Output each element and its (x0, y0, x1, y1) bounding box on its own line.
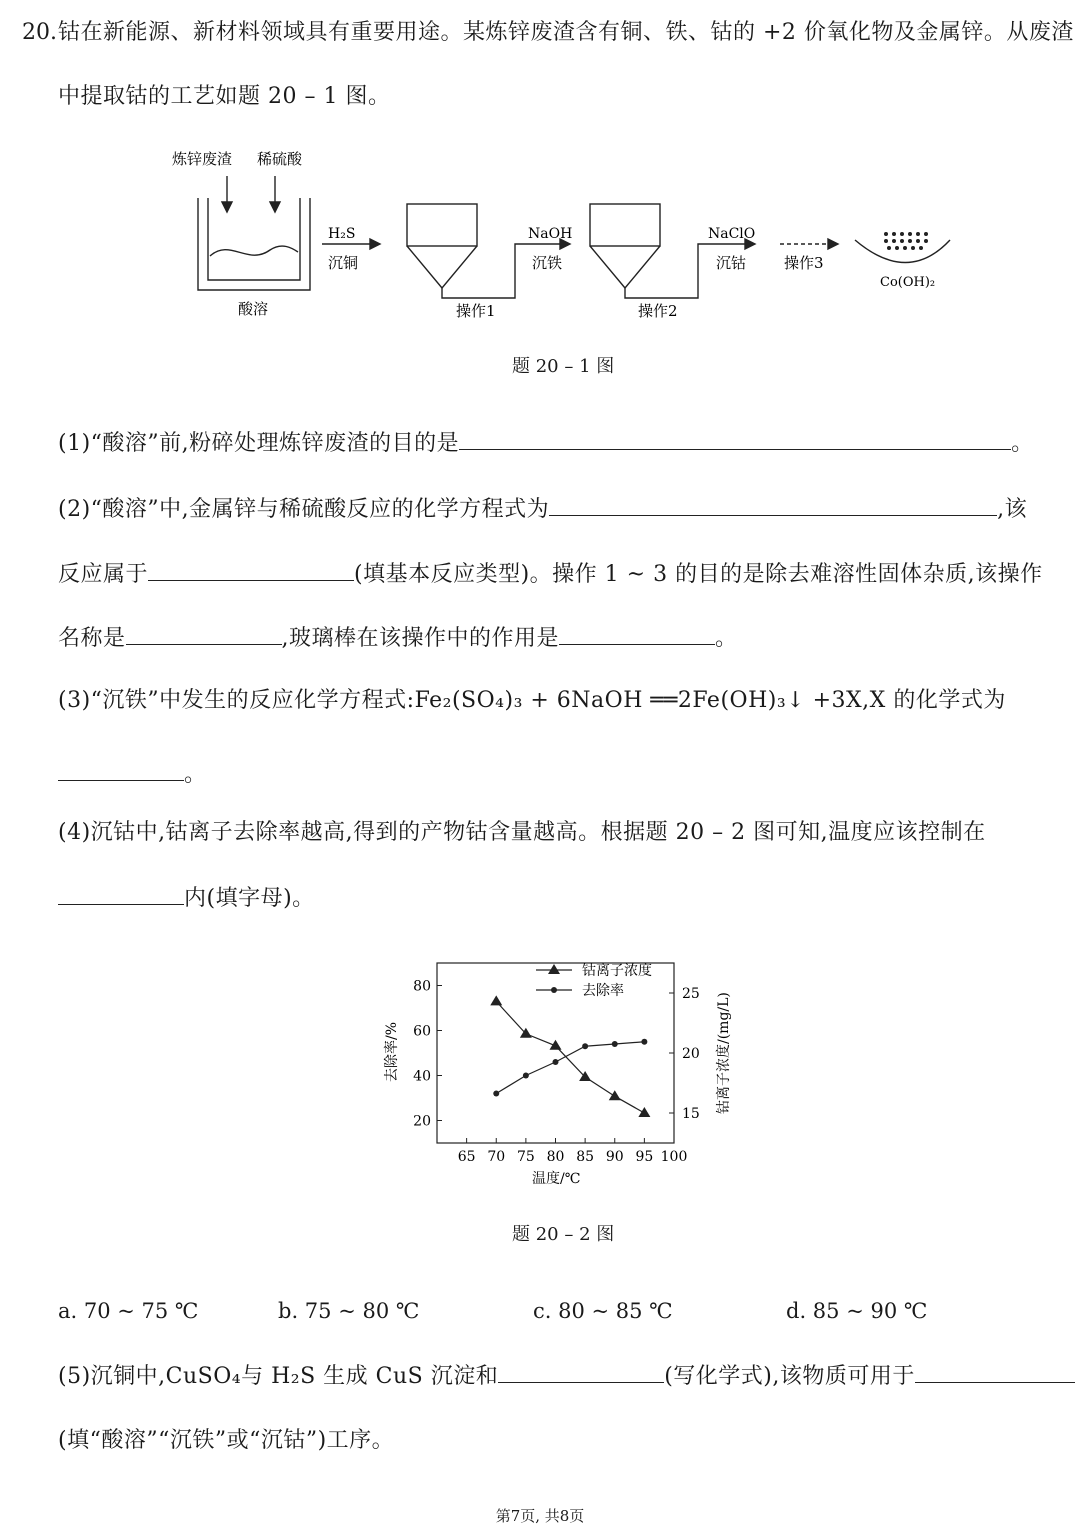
chart-ylabel-left: 去除率/% (384, 1021, 400, 1082)
q2-glass-rod-blank[interactable] (559, 622, 715, 645)
concentration-point (609, 1090, 621, 1100)
precipitate-dot (887, 246, 891, 250)
chart-ylabel-right: 钴离子浓度/(mg/L) (716, 992, 732, 1114)
x-tick-label: 75 (516, 1149, 535, 1165)
flow-step3-name: 沉钴 (716, 254, 747, 272)
flow-product: Co(OH)₂ (880, 275, 936, 290)
precipitate-dot (884, 232, 888, 236)
flow-step1-name: 沉铜 (328, 254, 359, 272)
q1-line (58, 427, 1034, 459)
q5-line1 (58, 1360, 1075, 1392)
x-tick-label: 70 (487, 1149, 506, 1165)
y-left-tick-label: 40 (413, 1068, 431, 1085)
legend-label-concentration: 钴离子浓度 (582, 963, 652, 979)
flow-input-2: 稀硫酸 (257, 150, 303, 168)
flow-op2: 操作2 (638, 302, 678, 320)
flow-op1: 操作1 (456, 302, 496, 320)
option-a[interactable]: a. 70 ~ 75 ℃ (58, 1299, 199, 1323)
legend-marker-triangle (548, 964, 560, 974)
removal-rate-point (523, 1073, 529, 1079)
q2-line2 (58, 558, 1043, 590)
q1-answer-blank[interactable] (459, 427, 1011, 450)
series-line-concentration (496, 1001, 644, 1113)
y-right-tick-label: 15 (682, 1106, 700, 1122)
precipitate-dot (924, 239, 928, 243)
removal-rate-point (553, 1059, 559, 1065)
removal-rate-point (493, 1091, 499, 1097)
flow-input-1: 炼锌废渣 (172, 150, 233, 168)
q5-process-blank[interactable] (915, 1360, 1075, 1383)
x-tick-label: 90 (605, 1149, 624, 1165)
question-intro-line2: 中提取钴的工艺如题 20 – 1 图。 (58, 84, 391, 109)
page-footer: 第7页, 共8页 (495, 1507, 585, 1525)
q4-letter-blank[interactable] (58, 882, 184, 905)
q2-text2a: 反应属于 (58, 562, 149, 587)
q2-text3a: 名称是 (58, 626, 126, 651)
option-d[interactable]: d. 85 ~ 90 ℃ (786, 1299, 928, 1323)
x-tick-label: 100 (660, 1149, 688, 1165)
flow-step3-reagent: NaClO (708, 226, 756, 242)
q2-line1-end: ,该 (997, 497, 1028, 522)
precipitate-dot (895, 246, 899, 250)
precipitate-dot (903, 246, 907, 250)
q3-formula-blank[interactable] (58, 758, 184, 781)
figure1-caption: 题 20 – 1 图 (512, 356, 615, 377)
precipitate-dot (916, 239, 920, 243)
q5-line2: (填“酸溶”“沉铁”或“沉钴”)工序。 (58, 1428, 395, 1453)
flow-op3: 操作3 (784, 254, 824, 272)
concentration-point (490, 995, 502, 1005)
flow-step1-reagent: H₂S (328, 226, 356, 242)
precipitate-dot (924, 232, 928, 236)
x-tick-label: 95 (635, 1149, 654, 1165)
precipitate-dot (900, 232, 904, 236)
q1-end: 。 (1011, 431, 1034, 456)
precipitate-dot (892, 239, 896, 243)
q2-text1: (2)“酸溶”中,金属锌与稀硫酸反应的化学方程式为 (58, 497, 550, 522)
precipitate-dot (911, 246, 915, 250)
process-flow-diagram (160, 140, 980, 330)
q4-line2 (58, 882, 315, 914)
q5-text1b: (写化学式),该物质可用于 (664, 1364, 915, 1389)
q5-formula-blank[interactable] (498, 1360, 664, 1383)
q1-text: (1)“酸溶”前,粉碎处理炼锌废渣的目的是 (58, 431, 460, 456)
precipitate-dot (900, 239, 904, 243)
y-right-tick-label: 25 (682, 986, 700, 1002)
precipitate-dot (908, 232, 912, 236)
precipitate-dot (892, 232, 896, 236)
x-tick-label: 65 (457, 1149, 476, 1165)
q2-equation-blank[interactable] (549, 493, 997, 516)
q2-reaction-type-blank[interactable] (148, 558, 354, 581)
flow-step2-reagent: NaOH (528, 226, 573, 242)
y-left-tick-label: 80 (413, 978, 431, 995)
removal-rate-point (641, 1039, 647, 1045)
q3-line1: (3)“沉铁”中发生的反应化学方程式:Fe₂(SO₄)₃ + 6NaOH ══2Fe(OH)₃↓ +3X,X 的化学式为 (58, 688, 1006, 713)
cobalt-removal-chart (360, 950, 760, 1195)
q5-text1a: (5)沉铜中,CuSO₄与 H₂S 生成 CuS 沉淀和 (58, 1364, 499, 1389)
precipitate-dot (919, 246, 923, 250)
legend-label-removal: 去除率 (582, 983, 624, 999)
figure2-caption: 题 20 – 2 图 (512, 1224, 615, 1245)
y-left-tick-label: 60 (413, 1023, 431, 1040)
series-line-removal (496, 1042, 644, 1094)
x-tick-label: 80 (546, 1149, 565, 1165)
y-right-tick-label: 20 (682, 1046, 700, 1062)
removal-rate-point (612, 1041, 618, 1047)
q2-line3 (58, 622, 738, 654)
q2-line3-end: 。 (715, 626, 738, 651)
x-tick-label: 85 (576, 1149, 595, 1165)
q2-text2b: (填基本反应类型)。操作 1 ~ 3 的目的是除去难溶性固体杂质,该操作 (354, 562, 1043, 587)
y-left-tick-label: 20 (413, 1113, 431, 1130)
flow-vessel-label: 酸溶 (238, 300, 269, 318)
question-number: 20. (22, 20, 57, 45)
precipitate-dots (884, 232, 928, 250)
q2-operation-name-blank[interactable] (126, 622, 282, 645)
q2-text3b: ,玻璃棒在该操作中的作用是 (281, 626, 560, 651)
q3-line2 (58, 758, 207, 790)
precipitate-dot (908, 239, 912, 243)
chart-xlabel: 温度/℃ (532, 1171, 581, 1187)
option-c[interactable]: c. 80 ~ 85 ℃ (533, 1299, 673, 1323)
concentration-point (550, 1040, 562, 1050)
q4-line2-text: 内(填字母)。 (184, 886, 315, 911)
legend-marker-circle (551, 987, 557, 993)
flow-step2-name: 沉铁 (532, 254, 563, 272)
precipitate-dot (916, 232, 920, 236)
q2-line1 (58, 493, 1027, 525)
removal-rate-point (582, 1043, 588, 1049)
q4-line1: (4)沉钴中,钴离子去除率越高,得到的产物钴含量越高。根据题 20 – 2 图可知,温度应该控制在 (58, 820, 986, 845)
question-intro-line1: 钴在新能源、新材料领域具有重要用途。某炼锌废渣含有铜、铁、钴的 +2 价氧化物及金属锌。从废渣 (58, 20, 1074, 45)
concentration-point (638, 1107, 650, 1117)
q3-line2-end: 。 (184, 762, 207, 787)
precipitate-dot (884, 239, 888, 243)
option-b[interactable]: b. 75 ~ 80 ℃ (278, 1299, 420, 1323)
